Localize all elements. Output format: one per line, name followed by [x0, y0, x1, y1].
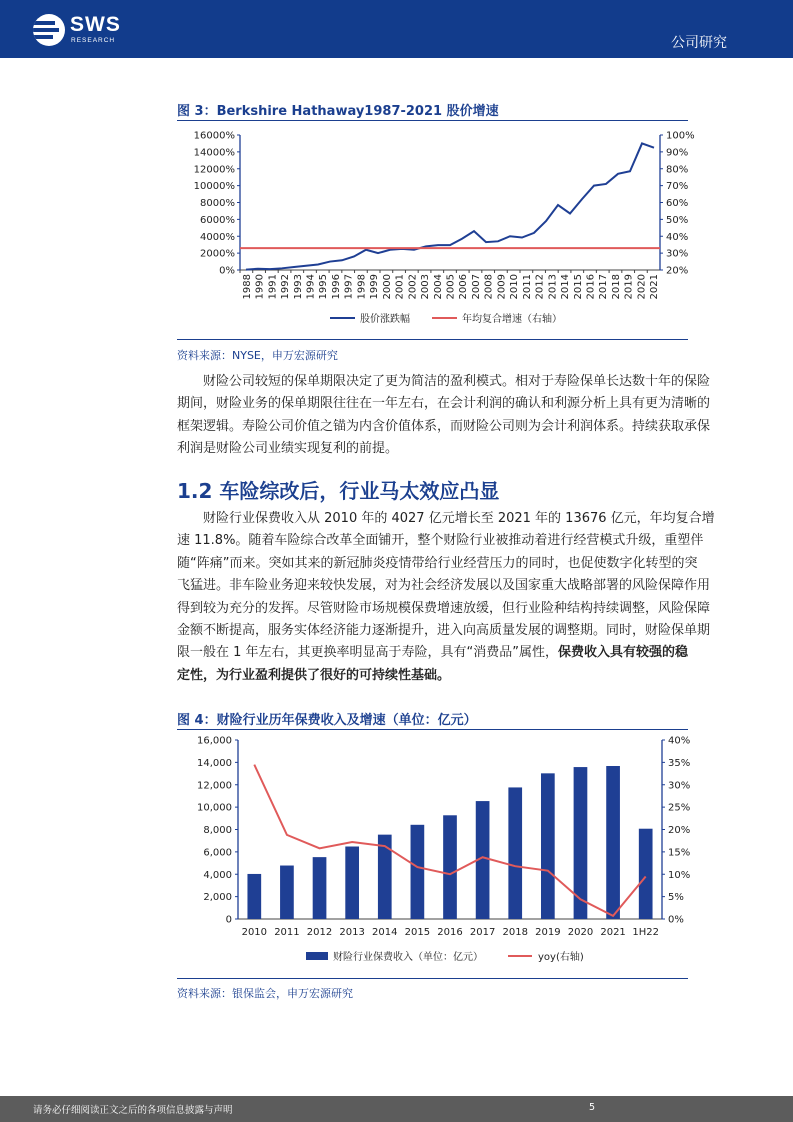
- x-tick-label: 2011: [274, 927, 300, 938]
- y-tick-label-right: 60%: [666, 198, 689, 209]
- x-tick-label: 2016: [585, 274, 597, 300]
- x-tick-label: 1996: [330, 274, 342, 300]
- x-tick-label: 2021: [600, 927, 626, 938]
- y-tick-label-left: 4,000: [203, 869, 232, 881]
- x-tick-label: 2008: [483, 274, 495, 300]
- page-number: 5: [589, 1102, 596, 1113]
- y-tick-label-left: 16,000: [197, 735, 232, 747]
- x-tick-label: 2013: [339, 927, 365, 938]
- y-tick-label-left: 12000%: [193, 164, 235, 176]
- bar-premium-income: [247, 874, 261, 919]
- y-tick-label-right: 20%: [668, 825, 691, 836]
- x-tick-label: 2005: [445, 274, 457, 300]
- x-tick-label: 1990: [254, 274, 266, 300]
- paragraph-line: 框架逻辑。寿险公司价值之锚为内含价值体系，而财险公司则为会计利润体系。持续获取承保: [177, 418, 711, 434]
- y-tick-label-left: 16000%: [193, 130, 235, 142]
- x-tick-label: 1991: [267, 274, 279, 300]
- figure3-title: 图 3：Berkshire Hathaway1987-2021 股价增速: [177, 104, 499, 119]
- x-tick-label: 2001: [394, 274, 406, 300]
- x-tick-label: 2010: [241, 927, 268, 938]
- figure3-source: 资料来源：NYSE，申万宏源研究: [177, 349, 338, 362]
- x-tick-label: 1995: [318, 274, 330, 300]
- x-tick-label: 1997: [343, 274, 355, 300]
- bar-premium-income: [313, 857, 327, 919]
- bar-premium-income: [411, 825, 425, 919]
- x-tick-label: 2014: [560, 274, 572, 300]
- y-tick-label-right: 5%: [668, 892, 684, 904]
- x-tick-label: 2011: [521, 274, 533, 300]
- y-tick-label-right: 30%: [666, 248, 689, 260]
- paragraph-line: 飞猛进。非车险业务迎来较快发展，对为社会经济发展以及国家重大战略部署的风险保障作用: [177, 578, 711, 594]
- y-tick-label-right: 50%: [666, 214, 689, 226]
- x-tick-label: 2007: [470, 274, 482, 300]
- x-tick-label: 2014: [372, 927, 398, 938]
- paragraph-line: 财险行业保费收入从 2010 年的 4027 亿元增长至 2021 年的 13676 亿元，年均复合增: [203, 511, 715, 526]
- figure3-rule: [177, 120, 688, 121]
- legend-label-cagr: 年均复合增速（右轴）: [462, 314, 562, 325]
- y-tick-label-right: 40%: [666, 231, 689, 243]
- y-tick-label-right: 70%: [666, 181, 689, 193]
- x-tick-label: 2013: [547, 274, 559, 300]
- series-line-stock-growth: [246, 143, 654, 269]
- page-footer: [0, 1096, 793, 1122]
- y-tick-label-left: 10,000: [197, 802, 232, 814]
- x-tick-label: 2006: [458, 274, 470, 300]
- x-tick-label: 2020: [636, 274, 648, 300]
- y-tick-label-right: 80%: [666, 164, 689, 176]
- y-tick-label-right: 15%: [668, 847, 691, 859]
- figure4-title: 图 4：财险行业历年保费收入及增速（单位：亿元）: [177, 713, 477, 728]
- section-heading: 1.2 车险综改后，行业马太效应凸显: [177, 479, 500, 503]
- paragraph-line: 期间，财险业务的保单期限往往在一年左右，在会计利润的确认和利源分析上具有更为清晰的: [177, 396, 711, 412]
- paragraph-bold-text: 保费收入具有较强的稳: [558, 645, 689, 661]
- paragraph-1: [177, 371, 728, 461]
- paragraph-line: 随“阵痛”而来。突如其来的新冠肺炎疫情带给行业经营压力的同时，也促使数字化转型的突: [177, 555, 698, 571]
- y-tick-label-right: 10%: [668, 869, 691, 881]
- x-tick-label: 1992: [280, 274, 292, 300]
- y-tick-label-left: 14,000: [197, 757, 232, 769]
- y-tick-label-right: 35%: [668, 757, 691, 769]
- paragraph-line: 速 11.8%。随着车险综合改革全面铺开，整个财险行业被推动着进行经营模式升级，重塑伴: [177, 533, 704, 549]
- x-tick-label: 2010: [509, 274, 521, 300]
- x-tick-label: 1H22: [632, 927, 659, 938]
- y-tick-label-right: 20%: [666, 265, 689, 277]
- page-header: [0, 0, 793, 58]
- paragraph-line: 金额不断提高，服务实体经济能力逐渐提升，进入向高质量发展的调整期。同时，财险保单期: [177, 623, 711, 639]
- x-tick-label: 2004: [432, 274, 444, 300]
- bar-premium-income: [606, 766, 620, 919]
- paragraph-2: [177, 508, 728, 687]
- y-tick-label-left: 6,000: [203, 847, 232, 859]
- paragraph-text: 限一般在 1 年左右，其更换率明显高于寿险，具有“消费品”属性，: [177, 645, 559, 661]
- logo-subtext: RESEARCH: [71, 37, 116, 44]
- bar-premium-income: [280, 866, 294, 919]
- paragraph-line: 财险公司较短的保单期限决定了更为简洁的盈利模式。相对于寿险保单长达数十年的保险: [203, 374, 711, 389]
- bar-premium-income: [639, 829, 653, 919]
- y-tick-label-left: 0%: [219, 265, 235, 277]
- y-tick-label-right: 100%: [666, 130, 695, 142]
- x-tick-label: 1988: [241, 274, 253, 300]
- legend-label-yoy: yoy(右轴): [538, 952, 584, 963]
- y-tick-label-left: 6000%: [200, 214, 235, 226]
- y-tick-label-right: 40%: [668, 735, 691, 747]
- bar-premium-income: [345, 847, 359, 919]
- y-tick-label-left: 8,000: [203, 825, 232, 836]
- figure4-source: 资料来源：银保监会，申万宏源研究: [177, 987, 353, 1000]
- x-tick-label: 2015: [404, 927, 431, 938]
- x-tick-label: 2020: [567, 927, 594, 938]
- logo-text: SWS: [70, 13, 121, 36]
- y-tick-label-left: 2,000: [203, 892, 232, 904]
- y-tick-label-left: 2000%: [200, 248, 235, 260]
- report-category: 公司研究: [671, 35, 727, 51]
- y-tick-label-right: 0%: [668, 914, 684, 926]
- figure4-bottom-rule: [177, 978, 688, 979]
- x-tick-label: 1999: [369, 274, 381, 300]
- paragraph-line: 利润是财险公司业绩实现复利的前提。: [177, 441, 399, 457]
- y-tick-label-left: 10000%: [193, 181, 235, 193]
- figure4-rule: [177, 729, 688, 730]
- figure3-chart: [170, 125, 730, 335]
- bar-premium-income: [541, 773, 555, 919]
- paragraph-line: 得到较为充分的发挥。尽管财险市场规模保费增速放缓，但行业险种结构持续调整，风险保障: [177, 600, 711, 616]
- y-tick-label-right: 90%: [666, 147, 689, 159]
- footer-disclaimer: 请务必仔细阅读正文之后的各项信息披露与声明: [33, 1105, 233, 1116]
- x-tick-label: 2012: [534, 274, 546, 300]
- bar-premium-income: [508, 787, 522, 919]
- x-tick-label: 2016: [437, 927, 463, 938]
- x-tick-label: 1994: [305, 274, 317, 300]
- x-tick-label: 2017: [469, 927, 496, 938]
- bar-premium-income: [443, 815, 457, 919]
- x-tick-label: 2003: [420, 274, 432, 300]
- x-tick-label: 2018: [502, 927, 528, 938]
- x-tick-label: 2019: [535, 927, 561, 938]
- x-tick-label: 2018: [610, 274, 622, 300]
- bar-premium-income: [378, 835, 392, 919]
- legend-label-stock-growth: 股价涨跌幅: [360, 314, 410, 325]
- x-tick-label: 2009: [496, 274, 508, 300]
- y-tick-label-right: 25%: [668, 802, 691, 814]
- figure4-chart: [170, 732, 730, 972]
- legend-swatch-premium-income: [306, 952, 328, 960]
- figure3-bottom-rule: [177, 339, 688, 340]
- x-tick-label: 2015: [572, 274, 584, 300]
- x-tick-label: 2019: [623, 274, 635, 300]
- y-tick-label-left: 12,000: [197, 780, 232, 792]
- x-tick-label: 2002: [407, 274, 419, 300]
- x-tick-label: 2021: [649, 274, 661, 300]
- y-tick-label-left: 14000%: [193, 147, 235, 159]
- x-tick-label: 1998: [356, 274, 368, 300]
- y-tick-label-left: 4000%: [200, 231, 235, 243]
- x-tick-label: 1993: [292, 274, 304, 300]
- x-tick-label: 2017: [598, 274, 610, 300]
- y-tick-label-right: 30%: [668, 780, 691, 792]
- logo-icon: [33, 14, 65, 46]
- paragraph-line: [177, 642, 728, 664]
- x-tick-label: 2012: [306, 927, 333, 938]
- legend-label-premium-income: 财险行业保费收入（单位：亿元）: [333, 952, 483, 963]
- y-tick-label-left: 8000%: [200, 198, 235, 209]
- y-tick-label-left: 0: [225, 914, 232, 926]
- paragraph-bold-line: 定性，为行业盈利提供了很好的可持续性基础。: [177, 667, 451, 683]
- x-tick-label: 2000: [381, 274, 393, 300]
